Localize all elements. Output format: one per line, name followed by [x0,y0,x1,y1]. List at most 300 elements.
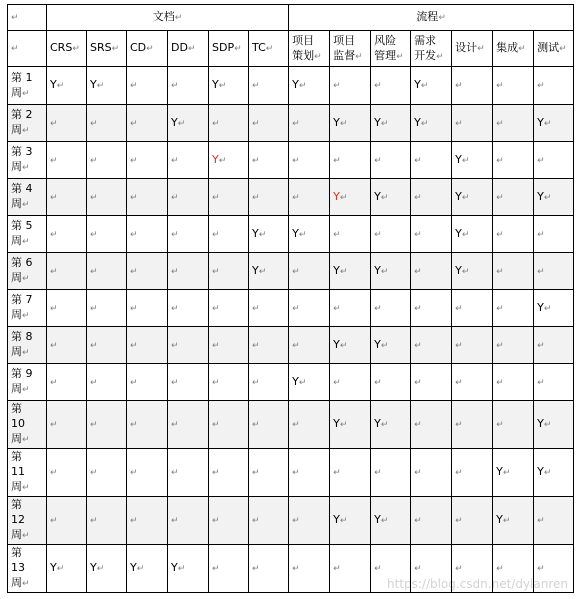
table-cell [330,67,371,105]
paragraph-mark-icon: ↵ [339,340,348,351]
paragraph-mark-icon: ↵ [339,266,348,277]
paragraph-mark-icon: ↵ [174,13,183,23]
week-label: 第 1 周↵ [8,67,47,105]
paragraph-mark-icon: ↵ [90,155,98,166]
paragraph-mark-icon: ↵ [212,468,220,478]
paragraph-mark-icon: ↵ [22,348,30,358]
table-cell [209,216,249,253]
table-cell [168,290,209,327]
paragraph-mark-icon: ↵ [543,420,552,430]
table-row [8,327,574,364]
table-cell [289,253,330,290]
paragraph-mark-icon: ↵ [374,564,382,574]
paragraph-mark-icon: ↵ [537,266,545,277]
corner-cell [8,5,47,31]
table-cell [534,364,574,401]
sub-header-corner [8,31,47,67]
week-label: 第 7 周↵ [8,290,47,327]
paragraph-mark-icon: ↵ [496,155,504,166]
paragraph-mark-icon: ↵ [22,531,30,541]
paragraph-mark-icon: ↵ [90,340,98,351]
table-cell [411,253,452,290]
table-cell [127,179,168,216]
table-cell [47,290,87,327]
table-cell [371,449,411,497]
paragraph-mark-icon: ↵ [292,420,300,430]
paragraph-mark-icon: ↵ [292,340,300,351]
table-cell [168,364,209,401]
paragraph-mark-icon: ↵ [333,564,341,574]
paragraph-mark-icon: ↵ [171,468,179,478]
table-cell [330,364,371,401]
table-cell [47,364,87,401]
table-cell [289,290,330,327]
paragraph-mark-icon: ↵ [496,266,504,277]
table-cell [493,253,534,290]
table-cell: Y↵ [289,67,330,105]
table-cell: Y↵ [330,497,371,545]
paragraph-mark-icon: ↵ [559,44,567,54]
paragraph-mark-icon: ↵ [333,468,341,478]
table-cell [127,67,168,105]
paragraph-mark-icon: ↵ [436,51,444,62]
paragraph-mark-icon: ↵ [339,118,348,129]
paragraph-mark-icon: ↵ [455,340,463,351]
table-cell [127,142,168,179]
table-cell [289,545,330,593]
paragraph-mark-icon: ↵ [171,340,179,351]
paragraph-mark-icon: ↵ [212,229,220,240]
paragraph-mark-icon: ↵ [50,377,58,388]
table-cell [249,105,289,142]
table-cell: Y↵ [289,216,330,253]
column-header: 设计↵ [452,31,493,67]
column-header: 项目 策划↵ [289,31,330,67]
table-cell [127,449,168,497]
table-cell [411,179,452,216]
table-row [8,253,574,290]
paragraph-mark-icon: ↵ [455,468,463,478]
paragraph-mark-icon: ↵ [333,229,341,240]
paragraph-mark-icon: ↵ [455,564,463,574]
table-cell: Y↵ [168,545,209,593]
table-cell [534,327,574,364]
paragraph-mark-icon: ↵ [380,340,389,351]
table-cell [47,449,87,497]
table-cell [493,216,534,253]
table-cell: Y↵ [371,105,411,142]
paragraph-mark-icon: ↵ [252,377,260,388]
paragraph-mark-icon: ↵ [258,229,267,240]
paragraph-mark-icon: ↵ [90,192,98,203]
paragraph-mark-icon: ↵ [461,192,470,203]
table-cell [127,253,168,290]
paragraph-mark-icon: ↵ [90,303,98,314]
table-cell [452,67,493,105]
table-cell: Y↵ [493,449,534,497]
paragraph-mark-icon: ↵ [252,155,260,166]
paragraph-mark-icon: ↵ [374,229,382,240]
table-cell [209,545,249,593]
paragraph-mark-icon: ↵ [380,516,389,526]
week-label: 第 4 周↵ [8,179,47,216]
paragraph-mark-icon: ↵ [212,340,220,351]
schedule-table [7,4,574,593]
table-cell [209,179,249,216]
paragraph-mark-icon: ↵ [56,81,65,91]
table-cell [452,401,493,449]
paragraph-mark-icon: ↵ [171,516,179,526]
paragraph-mark-icon: ↵ [355,51,363,62]
table-cell [87,290,127,327]
table-cell [452,105,493,142]
paragraph-mark-icon: ↵ [537,81,545,91]
table-row [8,401,574,449]
paragraph-mark-icon: ↵ [461,266,470,277]
paragraph-mark-icon: ↵ [50,420,58,430]
table-cell [452,364,493,401]
paragraph-mark-icon: ↵ [543,192,552,203]
table-row [8,290,574,327]
paragraph-mark-icon: ↵ [252,118,260,129]
table-cell [87,105,127,142]
paragraph-mark-icon: ↵ [187,44,196,54]
paragraph-mark-icon: ↵ [171,229,179,240]
sub-header-row [8,31,574,67]
paragraph-mark-icon: ↵ [50,468,58,478]
paragraph-mark-icon: ↵ [252,420,260,430]
paragraph-mark-icon: ↵ [22,126,30,136]
table-cell [209,105,249,142]
table-cell [47,327,87,364]
paragraph-mark-icon: ↵ [252,192,260,203]
table-cell [289,105,330,142]
table-row [8,364,574,401]
week-label: 第 3 周↵ [8,142,47,179]
column-header: DD↵ [168,31,209,67]
paragraph-mark-icon: ↵ [414,229,422,240]
table-cell: Y↵ [534,401,574,449]
table-cell [209,327,249,364]
table-cell [330,290,371,327]
table-cell [47,216,87,253]
table-cell [87,449,127,497]
paragraph-mark-icon: ↵ [252,340,260,351]
table-cell [209,364,249,401]
table-cell: Y↵ [534,290,574,327]
paragraph-mark-icon: ↵ [298,377,307,388]
table-cell: Y↵ [452,179,493,216]
paragraph-mark-icon: ↵ [496,192,504,203]
paragraph-mark-icon: ↵ [171,420,179,430]
paragraph-mark-icon: ↵ [212,118,220,129]
paragraph-mark-icon: ↵ [537,516,545,526]
week-label: 第 11 周↵ [8,449,47,497]
table-cell [249,179,289,216]
paragraph-mark-icon: ↵ [130,340,138,351]
paragraph-mark-icon: ↵ [50,229,58,240]
paragraph-mark-icon: ↵ [90,229,98,240]
table-cell [289,401,330,449]
table-cell [168,216,209,253]
paragraph-mark-icon: ↵ [414,155,422,166]
table-cell [127,401,168,449]
paragraph-mark-icon: ↵ [414,266,422,277]
table-cell: Y↵ [452,216,493,253]
paragraph-mark-icon: ↵ [265,44,274,54]
paragraph-mark-icon: ↵ [72,44,80,54]
column-header: 需求 开发↵ [411,31,452,67]
table-row [8,142,574,179]
table-cell: Y↵ [534,179,574,216]
table-cell [249,449,289,497]
paragraph-mark-icon: ↵ [333,377,341,388]
paragraph-mark-icon: ↵ [455,303,463,314]
paragraph-mark-icon: ↵ [22,483,30,493]
paragraph-mark-icon: ↵ [455,377,463,388]
paragraph-mark-icon: ↵ [130,420,138,430]
week-label: 第 9 周↵ [8,364,47,401]
paragraph-mark-icon: ↵ [22,88,30,99]
paragraph-mark-icon: ↵ [90,266,98,277]
table-cell: Y↵ [87,67,127,105]
paragraph-mark-icon: ↵ [292,266,300,277]
table-cell [534,67,574,105]
paragraph-mark-icon: ↵ [130,118,138,129]
paragraph-mark-icon: ↵ [477,44,485,54]
table-cell [493,105,534,142]
paragraph-mark-icon: ↵ [414,516,422,526]
table-cell [330,216,371,253]
table-cell: Y↵ [452,142,493,179]
group-header-row [8,5,574,31]
table-cell [534,142,574,179]
paragraph-mark-icon: ↵ [252,468,260,478]
table-cell: Y↵ [371,497,411,545]
paragraph-mark-icon: ↵ [496,564,504,574]
paragraph-mark-icon: ↵ [50,303,58,314]
table-cell: Y↵ [127,545,168,593]
paragraph-mark-icon: ↵ [171,377,179,388]
paragraph-mark-icon: ↵ [252,303,260,314]
table-cell: Y↵ [371,179,411,216]
table-cell: Y↵ [168,105,209,142]
paragraph-mark-icon: ↵ [496,420,504,430]
paragraph-mark-icon: ↵ [537,377,545,388]
paragraph-mark-icon: ↵ [177,118,186,129]
paragraph-mark-icon: ↵ [455,420,463,430]
table-cell [452,497,493,545]
watermark: https://blog.csdn.net/dylanren [386,577,568,591]
table-cell [411,449,452,497]
table-cell [168,142,209,179]
table-cell [209,449,249,497]
table-cell [289,497,330,545]
column-header: 测试↵ [534,31,574,67]
table-cell [249,545,289,593]
table-cell [249,290,289,327]
paragraph-mark-icon: ↵ [130,468,138,478]
table-cell [452,449,493,497]
table-cell [330,142,371,179]
paragraph-mark-icon: ↵ [502,468,511,478]
table-cell [493,290,534,327]
paragraph-mark-icon: ↵ [130,81,138,91]
paragraph-mark-icon: ↵ [218,81,227,91]
paragraph-mark-icon: ↵ [130,266,138,277]
paragraph-mark-icon: ↵ [333,303,341,314]
group-header-docs: 文档↵ [47,5,289,31]
paragraph-mark-icon: ↵ [212,266,220,277]
paragraph-mark-icon: ↵ [22,163,30,173]
table-cell: Y↵ [534,105,574,142]
column-header: 风险 管理↵ [371,31,411,67]
paragraph-mark-icon: ↵ [130,377,138,388]
paragraph-mark-icon: ↵ [537,340,545,351]
paragraph-mark-icon: ↵ [90,118,98,129]
paragraph-mark-icon: ↵ [461,155,470,166]
paragraph-mark-icon: ↵ [50,340,58,351]
paragraph-mark-icon: ↵ [396,51,404,62]
table-cell: Y↵ [330,179,371,216]
table-cell [168,449,209,497]
paragraph-mark-icon: ↵ [212,303,220,314]
paragraph-mark-icon: ↵ [496,303,504,314]
paragraph-mark-icon: ↵ [374,81,382,91]
paragraph-mark-icon: ↵ [136,564,145,574]
paragraph-mark-icon: ↵ [22,311,30,321]
table-cell [127,290,168,327]
table-cell [411,497,452,545]
week-label: 第 5 周↵ [8,216,47,253]
table-cell [249,327,289,364]
week-label: 第 13 周↵ [8,545,47,593]
table-cell [452,290,493,327]
week-label: 第 10 周↵ [8,401,47,449]
paragraph-mark-icon: ↵ [292,564,300,574]
paragraph-mark-icon: ↵ [292,303,300,314]
table-cell: Y↵ [209,67,249,105]
table-cell [127,497,168,545]
paragraph-mark-icon: ↵ [420,81,429,91]
table-cell [168,497,209,545]
table-cell [47,497,87,545]
table-cell [209,497,249,545]
paragraph-mark-icon: ↵ [50,266,58,277]
table-cell [209,253,249,290]
paragraph-mark-icon: ↵ [171,303,179,314]
table-cell [168,67,209,105]
paragraph-mark-icon: ↵ [314,51,322,62]
table-cell [87,179,127,216]
paragraph-mark-icon: ↵ [130,229,138,240]
paragraph-mark-icon: ↵ [292,118,300,129]
paragraph-mark-icon: ↵ [298,81,307,91]
paragraph-mark-icon: ↵ [22,274,30,284]
paragraph-mark-icon: ↵ [171,266,179,277]
table-row [8,67,574,105]
paragraph-mark-icon: ↵ [22,200,30,210]
paragraph-mark-icon: ↵ [56,564,65,574]
paragraph-mark-icon: ↵ [496,340,504,351]
paragraph-mark-icon: ↵ [171,192,179,203]
paragraph-mark-icon: ↵ [90,377,98,388]
table-cell [249,497,289,545]
paragraph-mark-icon: ↵ [380,118,389,129]
table-cell [534,216,574,253]
table-cell [127,105,168,142]
table-cell: Y↵ [87,545,127,593]
table-cell: Y↵ [411,67,452,105]
paragraph-mark-icon: ↵ [130,192,138,203]
table-cell [411,216,452,253]
paragraph-mark-icon: ↵ [543,468,552,478]
table-cell [534,253,574,290]
paragraph-mark-icon: ↵ [292,516,300,526]
paragraph-mark-icon: ↵ [292,192,300,203]
table-cell [330,449,371,497]
week-label: 第 12 周↵ [8,497,47,545]
paragraph-mark-icon: ↵ [414,564,422,574]
paragraph-mark-icon: ↵ [298,229,307,240]
paragraph-mark-icon: ↵ [414,303,422,314]
table-cell [371,290,411,327]
paragraph-mark-icon: ↵ [333,155,341,166]
paragraph-mark-icon: ↵ [543,303,552,314]
paragraph-mark-icon: ↵ [380,266,389,277]
paragraph-mark-icon: ↵ [496,81,504,91]
paragraph-mark-icon: ↵ [90,420,98,430]
paragraph-mark-icon: ↵ [292,468,300,478]
table-cell [249,142,289,179]
table-cell [87,497,127,545]
paragraph-mark-icon: ↵ [177,564,186,574]
paragraph-mark-icon: ↵ [171,81,179,91]
column-header: TC↵ [249,31,289,67]
paragraph-mark-icon: ↵ [339,192,348,203]
table-cell: Y↵ [493,497,534,545]
table-cell: Y↵ [249,253,289,290]
paragraph-mark-icon: ↵ [461,229,470,240]
paragraph-mark-icon: ↵ [380,420,389,430]
week-label: 第 8 周↵ [8,327,47,364]
table-cell [289,142,330,179]
paragraph-mark-icon: ↵ [212,377,220,388]
paragraph-mark-icon: ↵ [380,192,389,203]
table-row [8,179,574,216]
paragraph-mark-icon: ↵ [96,81,105,91]
paragraph-mark-icon: ↵ [518,44,526,54]
paragraph-mark-icon: ↵ [258,266,267,277]
table-cell [493,327,534,364]
table-cell [452,327,493,364]
paragraph-mark-icon: ↵ [50,192,58,203]
paragraph-mark-icon: ↵ [50,118,58,129]
paragraph-mark-icon: ↵ [414,340,422,351]
table-cell: Y↵ [371,327,411,364]
paragraph-mark-icon: ↵ [252,516,260,526]
table-row [8,216,574,253]
table-cell [87,253,127,290]
paragraph-mark-icon: ↵ [537,229,545,240]
paragraph-mark-icon: ↵ [96,564,105,574]
paragraph-mark-icon: ↵ [11,13,19,23]
column-header: SDP↵ [209,31,249,67]
paragraph-mark-icon: ↵ [374,303,382,314]
table-cell [87,327,127,364]
column-header: CD↵ [127,31,168,67]
table-cell [411,290,452,327]
